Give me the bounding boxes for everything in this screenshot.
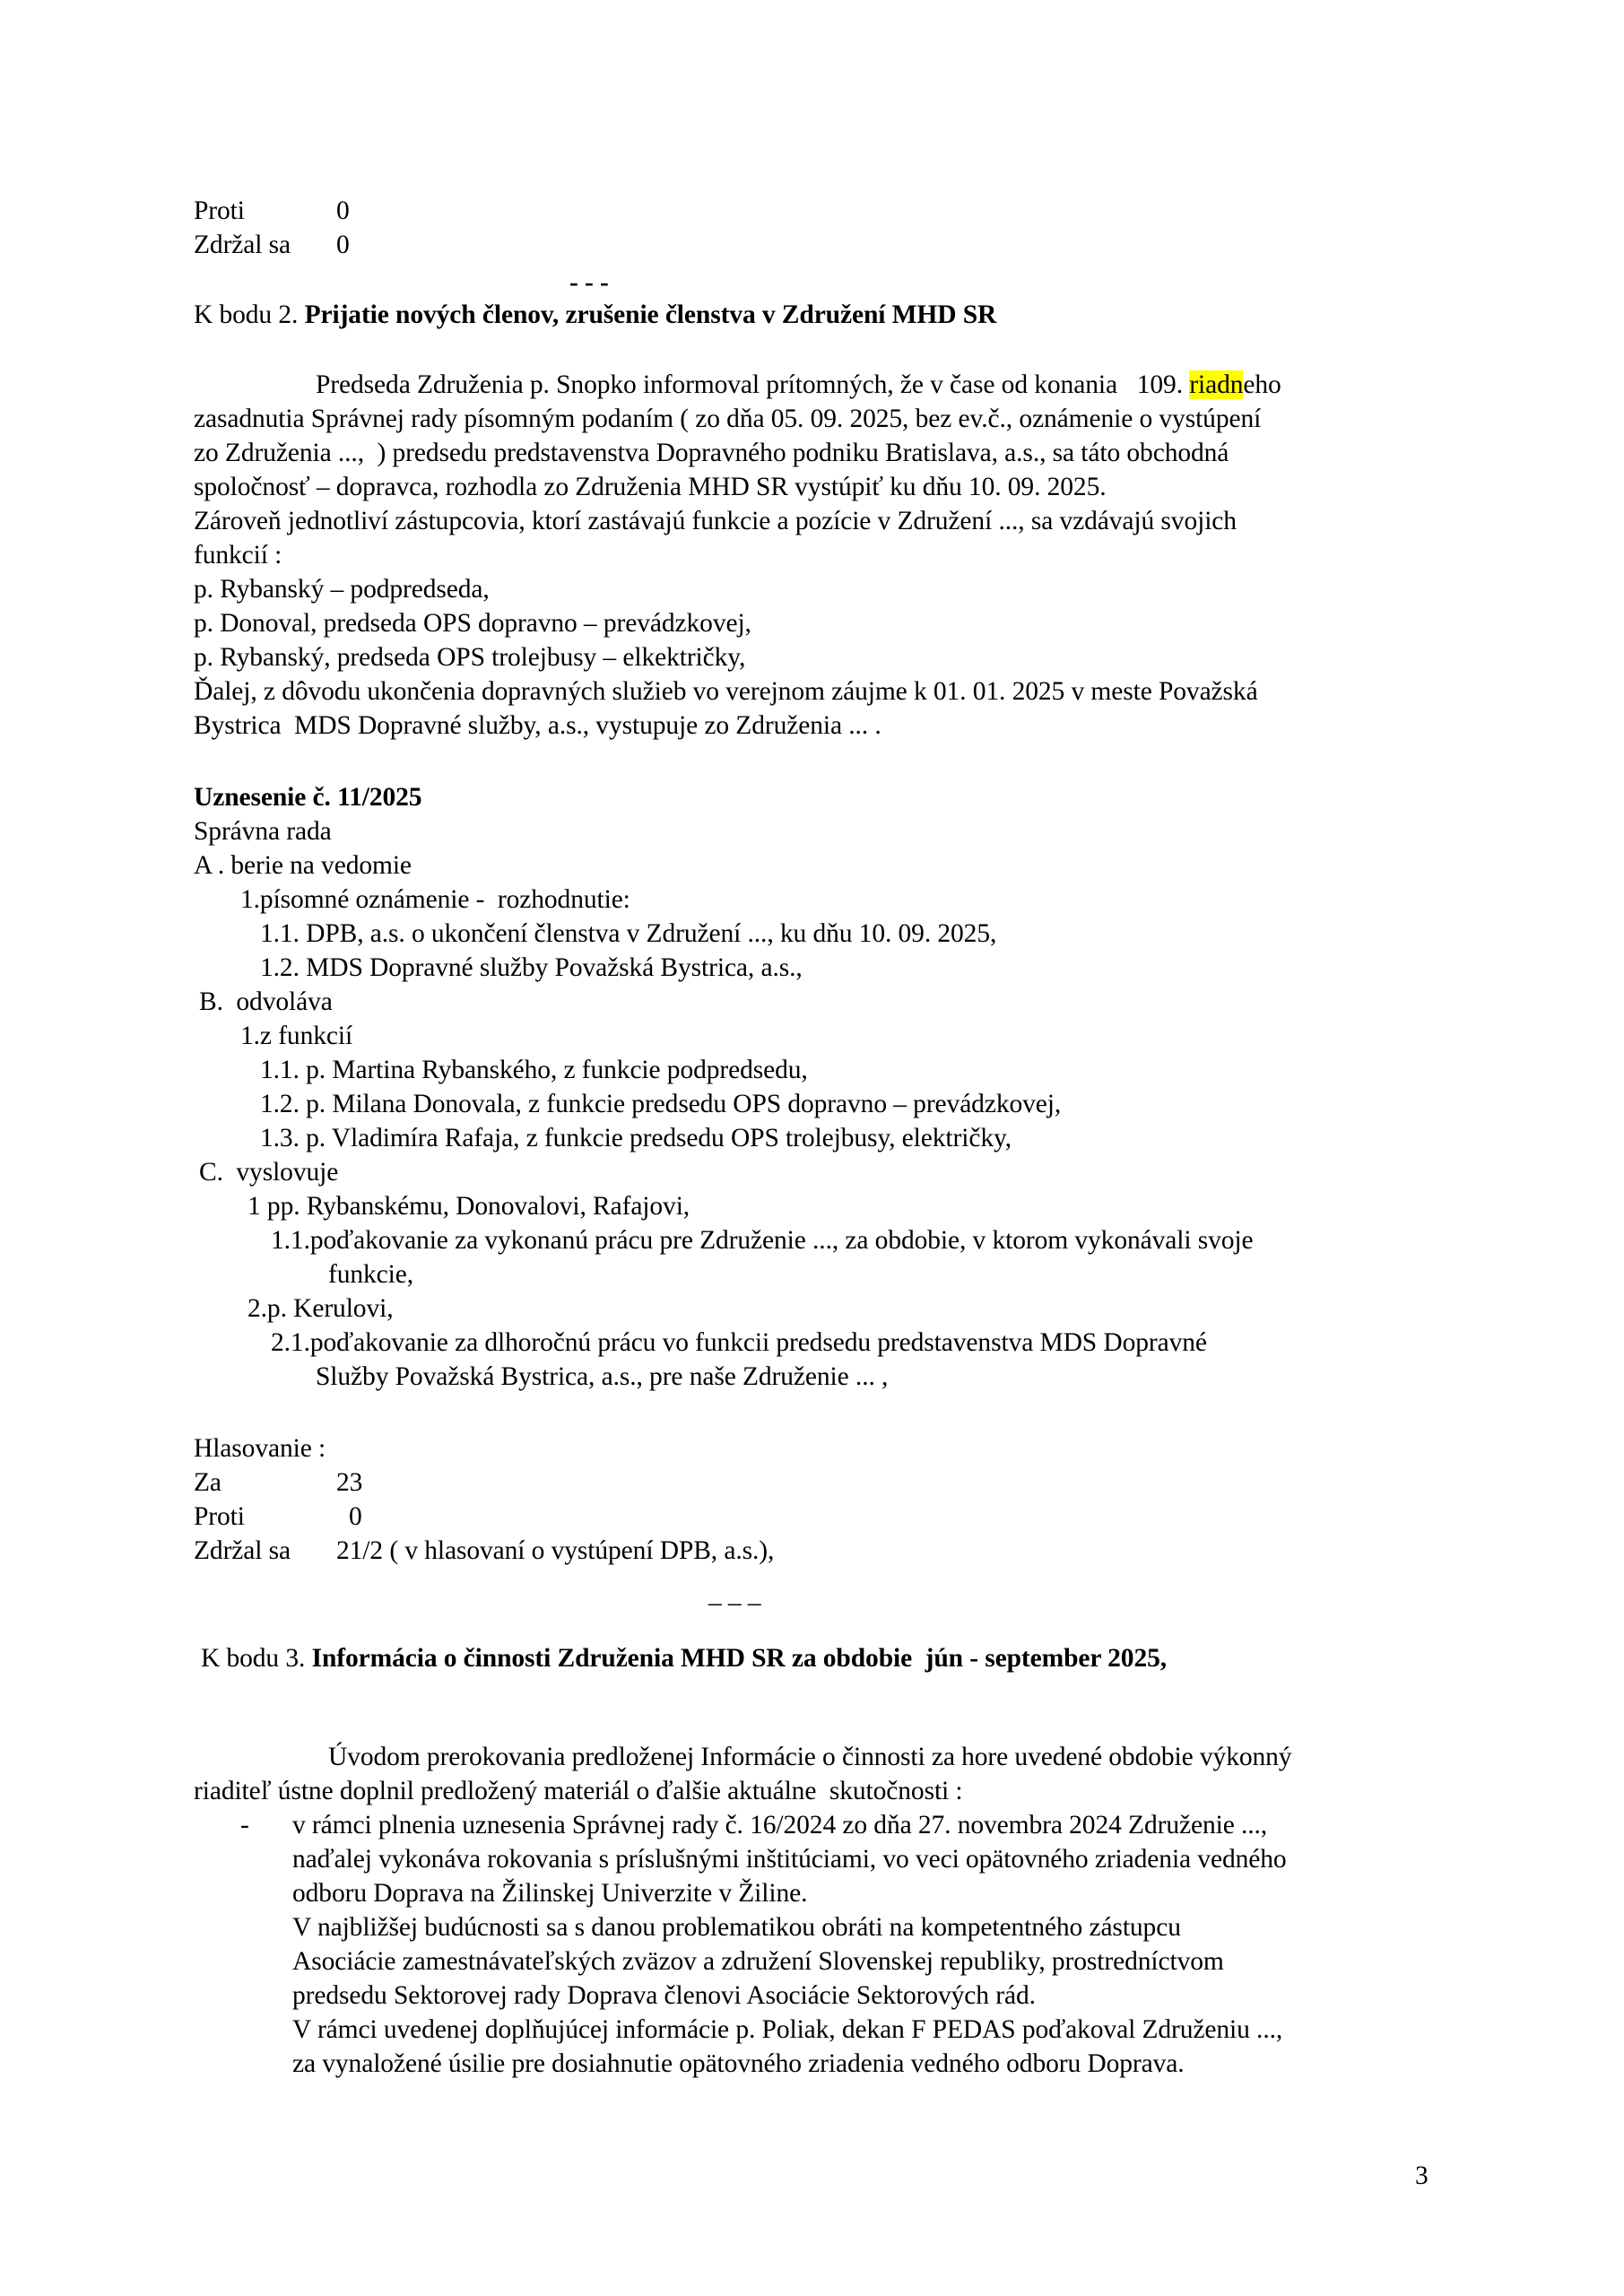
vote-za-value: 23 (336, 1468, 363, 1497)
resolution-a-1-2: 1.2. MDS Dopravné služby Považská Bystrica, a.s., (260, 953, 803, 982)
separator: - - - (569, 268, 609, 297)
separator: – – – (708, 1588, 761, 1617)
resolution-c-2-1: 2.1.poďakovanie za dlhoročnú prácu vo funkcii predsedu predstavenstva MDS Dopravné (271, 1328, 1207, 1357)
item2-para-line-5: Zároveň jednotliví zástupcovia, ktorí zastávajú funkcie a pozície v Združení ..., sa vzdávajú svojich (194, 507, 1237, 535)
item3-line-1: v rámci plnenia uznesenia Správnej rady č. 16/2024 zo dňa 27. novembra 2024 Združenie ..., (292, 1811, 1268, 1839)
item3-title: Informácia o činnosti Združenia MHD SR za obdobie jún - september 2025, (311, 1644, 1168, 1673)
resolution-body: Správna rada (194, 817, 332, 846)
resolution-b-1-2: 1.2. p. Milana Donovala, z funkcie predsedu OPS dopravno – prevádzkovej, (260, 1090, 1062, 1118)
resolution-b-1: 1.z funkcií (240, 1022, 353, 1050)
resolution-c-1: 1 pp. Rybanskému, Donovalovi, Rafajovi, (248, 1192, 690, 1221)
item2-para-line-10: Ďalej, z dôvodu ukončenia dopravných služieb vo verejnom záujme k 01. 01. 2025 v meste Považská (194, 677, 1258, 706)
item3-intro-line-1: Úvodom prerokovania predloženej Informácie o činnosti za hore uvedené obdobie výkonný (328, 1743, 1292, 1771)
item2-para-line-7: p. Rybanský – podpredseda, (194, 575, 490, 604)
resolution-c-2: 2.p. Kerulovi, (248, 1294, 394, 1323)
resolution-c-1-1: 1.1.poďakovanie za vykonanú prácu pre Združenie ..., za obdobie, v ktorom vykonávali svoje (271, 1226, 1254, 1255)
resolution-a-label: A . berie na vedomie (194, 851, 412, 880)
resolution-c-label: C. vyslovuje (199, 1158, 339, 1187)
resolution-b-1-1: 1.1. p. Martina Rybanského, z funkcie podpredsedu, (260, 1056, 808, 1084)
page-number: 3 (1415, 2161, 1429, 2190)
item2-title: Prijatie nových členov, zrušenie členstva v Združení MHD SR (304, 300, 997, 329)
vote-prev-zdrzal-value: 0 (336, 230, 350, 259)
bullet-dash: - (240, 1811, 249, 1839)
item3-line-5: Asociácie zamestnávateľských zväzov a združení Slovenskej republiky, prostredníctvom (292, 1947, 1224, 1976)
item3-line-4: V najbližšej budúcnosti sa s danou problematikou obráti na kompetentného zástupcu (292, 1913, 1181, 1942)
resolution-b-label: B. odvoláva (199, 987, 333, 1016)
resolution-c-2-1-cont: Služby Považská Bystrica, a.s., pre naše Združenie ... , (316, 1362, 889, 1391)
item3-line-7: V rámci uvedenej doplňujúcej informácie p. Poliak, dekan F PEDAS poďakoval Združeniu ..., (292, 2015, 1283, 2044)
item2-para-line-8: p. Donoval, predseda OPS dopravno – prevádzkovej, (194, 609, 751, 638)
item2-heading (194, 298, 996, 332)
resolution-a-1-1: 1.1. DPB, a.s. o ukončení členstva v Združení ..., ku dňu 10. 09. 2025, (260, 919, 997, 948)
item2-para-line-11: Bystrica MDS Dopravné služby, a.s., vystupuje zo Združenia ... . (194, 711, 881, 740)
item3-line-6: predsedu Sektorovej rady Doprava členovi Asociácie Sektorových rád. (292, 1981, 1036, 2010)
vote-prev-zdrzal-label: Zdržal sa (194, 230, 291, 259)
resolution-b-1-3: 1.3. p. Vladimíra Rafaja, z funkcie predsedu OPS trolejbusy, električky, (260, 1124, 1012, 1152)
vote-proti-value: 0 (349, 1502, 362, 1531)
vote-prev-proti-value: 0 (336, 196, 350, 225)
item3-line-3: odboru Doprava na Žilinskej Univerzite v Žiline. (292, 1879, 808, 1908)
resolution-c-1-1-cont: funkcie, (328, 1260, 414, 1289)
item2-para-line-4: spoločnosť – dopravca, rozhodla zo Združenia MHD SR vystúpiť ku dňu 10. 09. 2025. (194, 473, 1107, 501)
item2-para-line-3: zo Združenia ..., ) predsedu predstavenstva Dopravného podniku Bratislava, a.s., sa táto obchodná (194, 439, 1229, 467)
item3-heading (201, 1641, 1167, 1675)
item2-para-line-6: funkcií : (194, 541, 282, 570)
item3-line-8: za vynaložené úsilie pre dosiahnutie opätovného zriadenia vedného odboru Doprava. (292, 2049, 1185, 2078)
resolution-title: Uznesenie č. 11/2025 (194, 783, 422, 812)
item2-para-line-1: Predseda Združenia p. Snopko informoval prítomných, že v čase od konania 109. riadneho (316, 370, 1281, 399)
vote-za-label: Za (194, 1468, 221, 1497)
vote-zdrzal-value: 21/2 ( v hlasovaní o vystúpení DPB, a.s.), (336, 1536, 775, 1565)
item3-intro-line-2: riaditeľ ústne doplnil predložený materiál o ďalšie aktuálne skutočnosti : (194, 1777, 963, 1805)
item2-prefix: K bodu 2. (194, 300, 305, 329)
vote-proti-label: Proti (194, 1502, 245, 1531)
vote-prev-proti-label: Proti (194, 196, 245, 225)
resolution-a-1: 1.písomné oznámenie - rozhodnutie: (240, 885, 630, 914)
item2-para-line-2: zasadnutia Správnej rady písomným podaním ( zo dňa 05. 09. 2025, bez ev.č., oznámenie o vystúpení (194, 404, 1262, 433)
highlighted-text: riadn (1189, 370, 1244, 399)
vote-zdrzal-label: Zdržal sa (194, 1536, 291, 1565)
item2-para-line-9: p. Rybanský, predseda OPS trolejbusy – elkektričky, (194, 643, 746, 672)
vote-heading: Hlasovanie : (194, 1434, 326, 1463)
item3-prefix: K bodu 3. (201, 1644, 312, 1673)
item3-line-2: naďalej vykonáva rokovania s príslušnými inštitúciami, vo veci opätovného zriadenia vedného (292, 1845, 1287, 1874)
